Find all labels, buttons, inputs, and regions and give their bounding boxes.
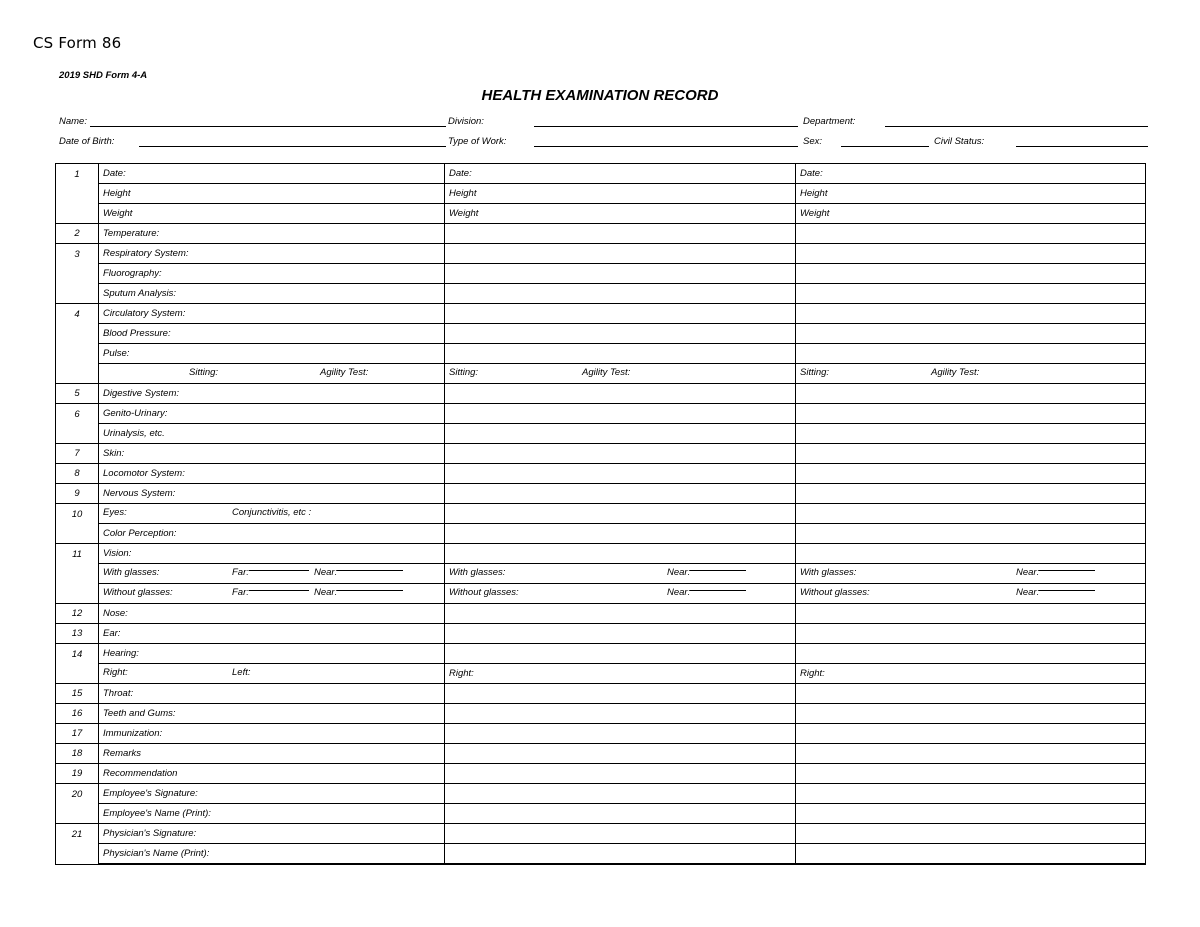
locomotor-cell-2[interactable] xyxy=(445,464,796,484)
height-cell-2[interactable] xyxy=(445,184,796,204)
name-field[interactable] xyxy=(90,126,446,127)
table-row xyxy=(56,644,1146,664)
respiratory-label: Respiratory System: xyxy=(103,248,189,259)
civil-status-field[interactable] xyxy=(1016,146,1148,147)
near-blank[interactable] xyxy=(1039,570,1095,571)
sitting-label: Sitting: xyxy=(189,367,219,378)
sputum-cell-2[interactable] xyxy=(445,284,796,304)
digestive-cell[interactable] xyxy=(99,384,445,404)
urinalysis-cell-2[interactable] xyxy=(445,424,796,444)
row-number: 16 xyxy=(56,704,99,724)
recommendation-cell-2[interactable] xyxy=(445,764,796,784)
pulse-cell-2[interactable] xyxy=(445,344,796,364)
near-text: Near: xyxy=(667,587,691,598)
immunization-label: Immunization: xyxy=(103,728,163,739)
row-number: 17 xyxy=(56,724,99,744)
blood-pressure-cell[interactable] xyxy=(99,324,445,344)
date-label: Date: xyxy=(449,168,472,179)
left-label: Left: xyxy=(232,667,251,678)
table-row xyxy=(56,404,1146,424)
agility-label: Agility Test: xyxy=(320,367,369,378)
row-number: 4 xyxy=(56,304,99,384)
near-label xyxy=(1016,567,1039,578)
without-glasses-label: Without glasses: xyxy=(800,587,870,598)
physician-signature-cell-2[interactable] xyxy=(445,824,796,844)
employee-name-cell-3[interactable] xyxy=(796,804,1146,824)
physician-name-cell[interactable] xyxy=(99,844,445,865)
table-row xyxy=(56,204,1146,224)
nose-label: Nose: xyxy=(103,608,128,619)
hearing-label: Hearing: xyxy=(103,648,139,659)
row-number: 6 xyxy=(56,404,99,444)
physician-name-cell-2[interactable] xyxy=(445,844,796,865)
table-row xyxy=(56,764,1146,784)
table-row xyxy=(56,584,1146,604)
table-row xyxy=(56,624,1146,644)
physician-signature-cell[interactable] xyxy=(99,824,445,844)
table-row xyxy=(56,244,1146,264)
table-row xyxy=(56,424,1146,444)
skin-cell-3[interactable] xyxy=(796,444,1146,464)
locomotor-cell[interactable] xyxy=(99,464,445,484)
right-cell-3[interactable] xyxy=(796,664,1146,684)
near-text: Near: xyxy=(1016,567,1040,578)
physician-name-cell-3[interactable] xyxy=(796,844,1146,865)
sitting-agility-cell-1[interactable] xyxy=(99,364,445,384)
recommendation-cell-3[interactable] xyxy=(796,764,1146,784)
temperature-cell[interactable] xyxy=(99,224,445,244)
physician-name-label: Physician's Name (Print): xyxy=(103,848,210,859)
sputum-cell[interactable] xyxy=(99,284,445,304)
health-record-table xyxy=(55,163,1146,865)
table-row xyxy=(56,224,1146,244)
sitting-agility-cell-3[interactable] xyxy=(796,364,1146,384)
eyes-label: Eyes: xyxy=(103,507,127,518)
teeth-cell[interactable] xyxy=(99,704,445,724)
blood-pressure-cell-3[interactable] xyxy=(796,324,1146,344)
throat-cell[interactable] xyxy=(99,684,445,704)
digestive-cell-2[interactable] xyxy=(445,384,796,404)
table-row xyxy=(56,364,1146,384)
row-number: 3 xyxy=(56,244,99,304)
circulatory-cell-2[interactable] xyxy=(445,304,796,324)
digestive-cell-3[interactable] xyxy=(796,384,1146,404)
near-label xyxy=(1016,587,1039,598)
eyes-cell-3[interactable] xyxy=(796,504,1146,524)
table-row xyxy=(56,804,1146,824)
employee-signature-cell[interactable] xyxy=(99,784,445,804)
row-number: 21 xyxy=(56,824,99,865)
blood-pressure-cell-2[interactable] xyxy=(445,324,796,344)
row-number: 19 xyxy=(56,764,99,784)
respiratory-cell-3[interactable] xyxy=(796,244,1146,264)
near-blank[interactable] xyxy=(1039,590,1095,591)
with-glasses-cell-1[interactable] xyxy=(99,564,445,584)
row-number: 11 xyxy=(56,544,99,604)
agility-label: Agility Test: xyxy=(582,367,631,378)
table-row xyxy=(56,744,1146,764)
employee-name-cell[interactable] xyxy=(99,804,445,824)
date-cell-1[interactable] xyxy=(99,164,445,184)
row-number: 12 xyxy=(56,604,99,624)
without-glasses-cell-3[interactable] xyxy=(796,584,1146,604)
table-row xyxy=(56,164,1146,184)
department-field[interactable] xyxy=(885,126,1148,127)
fluorography-label: Fluorography: xyxy=(103,268,162,279)
pulse-cell-3[interactable] xyxy=(796,344,1146,364)
dob-label: Date of Birth: xyxy=(59,136,115,147)
sputum-cell-3[interactable] xyxy=(796,284,1146,304)
table-row xyxy=(56,824,1146,844)
height-label: Height xyxy=(449,188,477,199)
near-text: Near: xyxy=(667,567,691,578)
near-label xyxy=(314,567,337,578)
nose-cell[interactable] xyxy=(99,604,445,624)
department-label: Department: xyxy=(803,116,856,127)
without-glasses-cell-2[interactable] xyxy=(445,584,796,604)
employee-signature-cell-2[interactable] xyxy=(445,784,796,804)
table-row xyxy=(56,664,1146,684)
color-perception-cell-3[interactable] xyxy=(796,524,1146,544)
immunization-cell[interactable] xyxy=(99,724,445,744)
ear-cell-2[interactable] xyxy=(445,624,796,644)
right-left-cell-1[interactable] xyxy=(99,664,445,684)
remarks-cell[interactable] xyxy=(99,744,445,764)
hearing-cell-2[interactable] xyxy=(445,644,796,664)
with-glasses-label: With glasses: xyxy=(103,567,160,578)
division-field[interactable] xyxy=(534,126,798,127)
sex-field[interactable] xyxy=(841,146,929,147)
sitting-label: Sitting: xyxy=(800,367,830,378)
near-text: Near: xyxy=(314,567,338,578)
near-label xyxy=(667,587,690,598)
recommendation-cell[interactable] xyxy=(99,764,445,784)
ear-cell[interactable] xyxy=(99,624,445,644)
table-row xyxy=(56,444,1146,464)
ear-label: Ear: xyxy=(103,628,121,639)
urinalysis-label: Urinalysis, etc. xyxy=(103,428,165,439)
row-number: 2 xyxy=(56,224,99,244)
locomotor-label: Locomotor System: xyxy=(103,468,185,479)
skin-cell-2[interactable] xyxy=(445,444,796,464)
employee-signature-cell-3[interactable] xyxy=(796,784,1146,804)
table-row xyxy=(56,504,1146,524)
without-glasses-cell-1[interactable] xyxy=(99,584,445,604)
circulatory-cell[interactable] xyxy=(99,304,445,324)
row-number: 1 xyxy=(56,164,99,224)
weight-cell-2[interactable] xyxy=(445,204,796,224)
teeth-cell-3[interactable] xyxy=(796,704,1146,724)
table-row xyxy=(56,684,1146,704)
row-number: 15 xyxy=(56,684,99,704)
table-row xyxy=(56,464,1146,484)
table-row xyxy=(56,844,1146,865)
near-text: Near: xyxy=(314,587,338,598)
table-row xyxy=(56,544,1146,564)
near-label xyxy=(667,567,690,578)
without-glasses-label: Without glasses: xyxy=(449,587,519,598)
division-label: Division: xyxy=(448,116,484,127)
table-row xyxy=(56,264,1146,284)
height-cell-1[interactable] xyxy=(99,184,445,204)
eyes-cell[interactable] xyxy=(99,504,445,524)
pulse-cell[interactable] xyxy=(99,344,445,364)
color-perception-cell-2[interactable] xyxy=(445,524,796,544)
sex-label: Sex: xyxy=(803,136,823,147)
pulse-label: Pulse: xyxy=(103,348,130,359)
vision-label: Vision: xyxy=(103,548,132,559)
page-title: HEALTH EXAMINATION RECORD xyxy=(481,87,719,104)
table-row xyxy=(56,784,1146,804)
row-number: 5 xyxy=(56,384,99,404)
nervous-cell[interactable] xyxy=(99,484,445,504)
temperature-cell-2[interactable] xyxy=(445,224,796,244)
table-row xyxy=(56,564,1146,584)
with-glasses-cell-2[interactable] xyxy=(445,564,796,584)
weight-label: Weight xyxy=(449,208,479,219)
recommendation-label: Recommendation xyxy=(103,768,178,779)
table-row xyxy=(56,484,1146,504)
remarks-label: Remarks xyxy=(103,748,142,759)
row-number: 14 xyxy=(56,644,99,684)
circulatory-label: Circulatory System: xyxy=(103,308,186,319)
urinalysis-cell[interactable] xyxy=(99,424,445,444)
color-perception-label: Color Perception: xyxy=(103,528,177,539)
employee-name-label: Employee's Name (Print): xyxy=(103,808,211,819)
right-label: Right: xyxy=(800,668,825,679)
genito-cell[interactable] xyxy=(99,404,445,424)
fluorography-cell-3[interactable] xyxy=(796,264,1146,284)
temperature-label: Temperature: xyxy=(103,228,160,239)
dob-field[interactable] xyxy=(139,146,446,147)
date-cell-2[interactable] xyxy=(445,164,796,184)
near-text: Near: xyxy=(1016,587,1040,598)
row-number: 13 xyxy=(56,624,99,644)
type-of-work-label: Type of Work: xyxy=(448,136,507,147)
agility-label: Agility Test: xyxy=(931,367,980,378)
hearing-cell[interactable] xyxy=(99,644,445,664)
row-number: 18 xyxy=(56,744,99,764)
urinalysis-cell-3[interactable] xyxy=(796,424,1146,444)
remarks-cell-2[interactable] xyxy=(445,744,796,764)
fluorography-cell[interactable] xyxy=(99,264,445,284)
weight-label: Weight xyxy=(800,208,830,219)
table-row xyxy=(56,284,1146,304)
row-number: 7 xyxy=(56,444,99,464)
with-glasses-label: With glasses: xyxy=(800,567,857,578)
date-cell-3[interactable] xyxy=(796,164,1146,184)
near-blank[interactable] xyxy=(690,590,746,591)
table-row xyxy=(56,604,1146,624)
vision-cell-2[interactable] xyxy=(445,544,796,564)
table-row xyxy=(56,184,1146,204)
far-label xyxy=(232,567,249,578)
physician-signature-cell-3[interactable] xyxy=(796,824,1146,844)
sputum-label: Sputum Analysis: xyxy=(103,288,177,299)
color-perception-cell[interactable] xyxy=(99,524,445,544)
far-text: Far: xyxy=(232,587,249,598)
form-code: 2019 SHD Form 4-A xyxy=(59,70,148,81)
weight-cell-1[interactable] xyxy=(99,204,445,224)
table-row xyxy=(56,324,1146,344)
weight-cell-3[interactable] xyxy=(796,204,1146,224)
near-label xyxy=(314,587,337,598)
vision-cell-3[interactable] xyxy=(796,544,1146,564)
digestive-label: Digestive System: xyxy=(103,388,180,399)
table-row xyxy=(56,724,1146,744)
table-row xyxy=(56,304,1146,324)
vision-cell[interactable] xyxy=(99,544,445,564)
far-blank[interactable] xyxy=(249,570,309,571)
skin-cell[interactable] xyxy=(99,444,445,464)
hearing-cell-3[interactable] xyxy=(796,644,1146,664)
right-label: Right: xyxy=(103,667,128,678)
respiratory-cell[interactable] xyxy=(99,244,445,264)
row-number: 10 xyxy=(56,504,99,544)
date-label: Date: xyxy=(103,168,126,179)
with-glasses-cell-3[interactable] xyxy=(796,564,1146,584)
nose-cell-3[interactable] xyxy=(796,604,1146,624)
fluorography-cell-2[interactable] xyxy=(445,264,796,284)
genito-cell-2[interactable] xyxy=(445,404,796,424)
genito-cell-3[interactable] xyxy=(796,404,1146,424)
civil-status-label: Civil Status: xyxy=(934,136,985,147)
far-label xyxy=(232,587,249,598)
near-blank[interactable] xyxy=(690,570,746,571)
employee-name-cell-2[interactable] xyxy=(445,804,796,824)
sitting-agility-cell-2[interactable] xyxy=(445,364,796,384)
right-label: Right: xyxy=(449,668,474,679)
height-label: Height xyxy=(800,188,828,199)
weight-label: Weight xyxy=(103,208,133,219)
with-glasses-label: With glasses: xyxy=(449,567,506,578)
name-label: Name: xyxy=(59,116,87,127)
remarks-cell-3[interactable] xyxy=(796,744,1146,764)
physician-signature-label: Physician's Signature: xyxy=(103,828,197,839)
table-row xyxy=(56,344,1146,364)
circulatory-cell-3[interactable] xyxy=(796,304,1146,324)
date-label: Date: xyxy=(800,168,823,179)
throat-cell-3[interactable] xyxy=(796,684,1146,704)
height-cell-3[interactable] xyxy=(796,184,1146,204)
right-cell-2[interactable] xyxy=(445,664,796,684)
sitting-label: Sitting: xyxy=(449,367,479,378)
eyes-cell-2[interactable] xyxy=(445,504,796,524)
teeth-label: Teeth and Gums: xyxy=(103,708,176,719)
respiratory-cell-2[interactable] xyxy=(445,244,796,264)
throat-label: Throat: xyxy=(103,688,134,699)
nervous-label: Nervous System: xyxy=(103,488,176,499)
ear-cell-3[interactable] xyxy=(796,624,1146,644)
nervous-cell-3[interactable] xyxy=(796,484,1146,504)
row-number: 9 xyxy=(56,484,99,504)
far-text: Far: xyxy=(232,567,249,578)
nervous-cell-2[interactable] xyxy=(445,484,796,504)
teeth-cell-2[interactable] xyxy=(445,704,796,724)
table-row xyxy=(56,524,1146,544)
table-row xyxy=(56,704,1146,724)
height-label: Height xyxy=(103,188,131,199)
locomotor-cell-3[interactable] xyxy=(796,464,1146,484)
cs-form-label: CS Form 86 xyxy=(33,34,122,52)
blood-pressure-label: Blood Pressure: xyxy=(103,328,171,339)
conjunctivitis-label: Conjunctivitis, etc : xyxy=(232,507,312,518)
far-blank[interactable] xyxy=(249,590,309,591)
row-number: 8 xyxy=(56,464,99,484)
row-number: 20 xyxy=(56,784,99,824)
immunization-cell-2[interactable] xyxy=(445,724,796,744)
table-row xyxy=(56,384,1146,404)
without-glasses-label: Without glasses: xyxy=(103,587,173,598)
employee-signature-label: Employee's Signature: xyxy=(103,788,198,799)
temperature-cell-3[interactable] xyxy=(796,224,1146,244)
nose-cell-2[interactable] xyxy=(445,604,796,624)
type-of-work-field[interactable] xyxy=(534,146,798,147)
near-blank[interactable] xyxy=(337,590,403,591)
near-blank[interactable] xyxy=(337,570,403,571)
throat-cell-2[interactable] xyxy=(445,684,796,704)
skin-label: Skin: xyxy=(103,448,125,459)
immunization-cell-3[interactable] xyxy=(796,724,1146,744)
genito-label: Genito-Urinary: xyxy=(103,408,168,419)
